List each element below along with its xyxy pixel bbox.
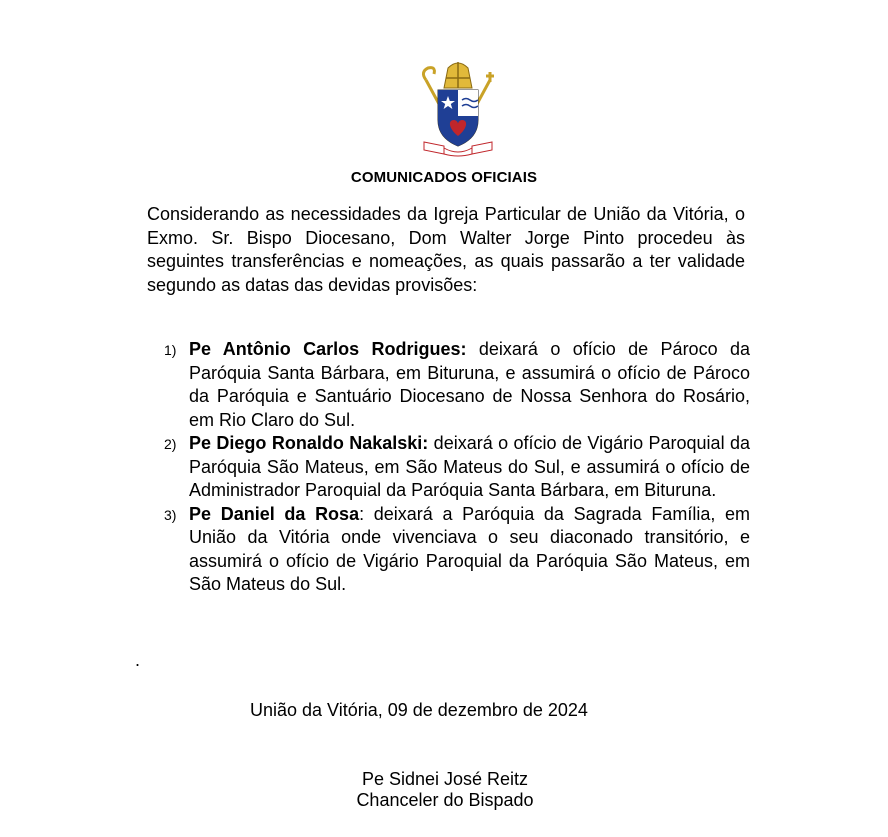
item-text: : deixará a Paróquia da Sagrada Família, em União da Vitória onde vivenciava o seu diaconado transitório, e assumirá o ofício de Vigário Paroquial da Paróquia São Mateus, em São Mateus do Sul. (189, 503, 751, 594)
diocese-coat-of-arms-icon (418, 58, 498, 158)
list-item (160, 432, 750, 503)
signer-name: Pe Sidnei José Reitz (361, 769, 529, 789)
priest-name: Pe Daniel da Rosa (189, 503, 360, 524)
item-text: deixará o ofício de Pároco da Paróquia Santa Bárbara, em Bituruna, e assumirá o ofício de Pároco da Paróquia e Santuário Diocesano de Nossa Senhora do Rosário, em Rio Claro do Sul. (189, 339, 750, 430)
priest-name: Pe Antônio Carlos Rodrigues: (189, 339, 467, 359)
list-item-number: 1) (164, 342, 177, 358)
item-text: deixará o ofício de Vigário Paroquial da Paróquia São Mateus, em São Mateus do Sul, e assumirá o ofício de Administrador Paroquial da Paróquia Santa Bárbara, em Bituruna. (189, 433, 750, 500)
stray-dot: . (135, 650, 141, 670)
list-item-number: 3) (164, 506, 177, 523)
appointments-list (160, 338, 750, 597)
list-item (160, 338, 750, 432)
priest-name: Pe Diego Ronaldo Nakalski: (189, 433, 429, 453)
signature-block (340, 769, 550, 811)
intro-paragraph: Considerando as necessidades da Igreja Particular de União da Vitória, o Exmo. Sr. Bispo Diocesano, Dom Walter Jorge Pinto procedeu às seguintes transferências e nomeações, as quais passarão a ter validade segundo as datas das devidas provisões: (147, 204, 745, 295)
page-title: COMUNICADOS OFICIAIS (350, 169, 538, 186)
list-item-number: 2) (164, 436, 177, 452)
list-item (160, 503, 750, 597)
document-date: União da Vitória, 09 de dezembro de 2024 (250, 700, 588, 720)
signer-role: Chanceler do Bispado (356, 790, 534, 810)
